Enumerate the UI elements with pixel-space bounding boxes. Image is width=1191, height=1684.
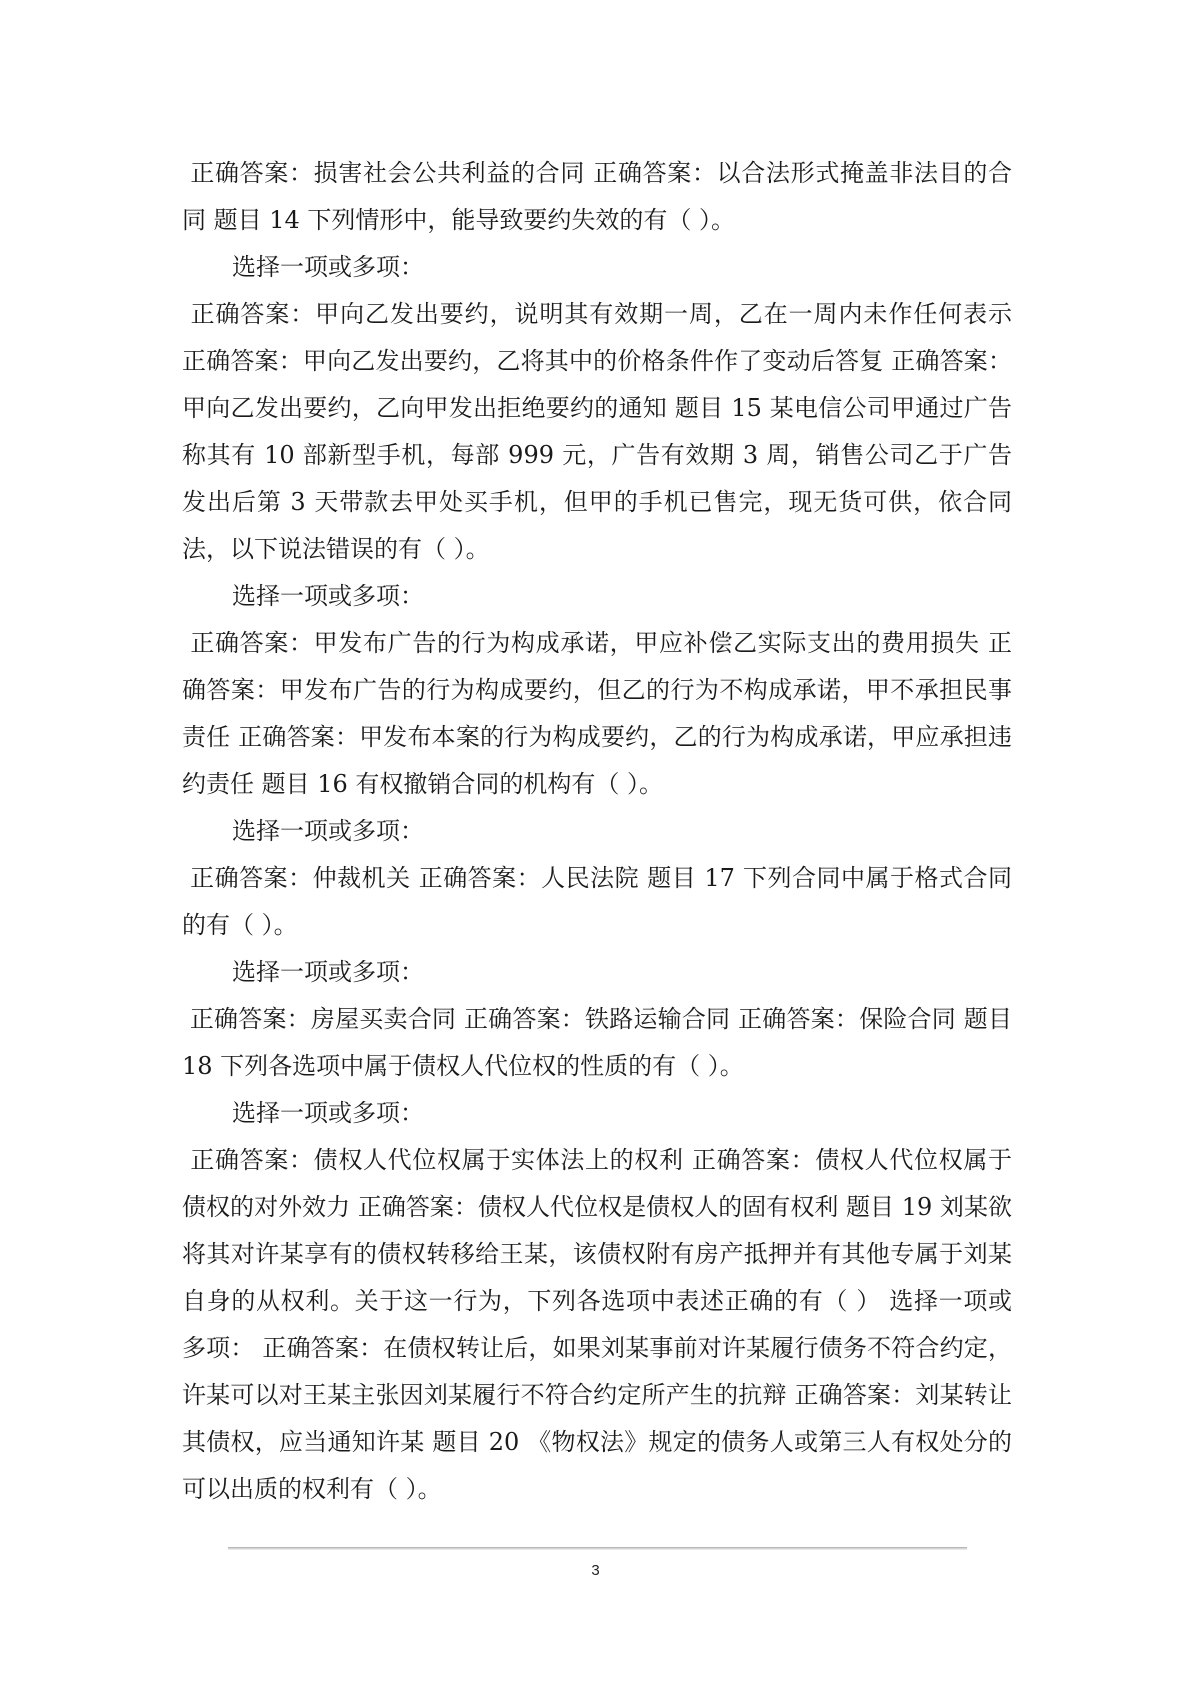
selection-prompt: 选择一项或多项： [232, 1099, 424, 1127]
page-number: 3 [591, 1562, 600, 1579]
selection-prompt: 选择一项或多项： [232, 817, 424, 845]
answer-paragraph: 正确答案：仲裁机关 正确答案：人民法院 题目 17 下列合同中属于格式合同的有（ ）。 [182, 864, 1012, 939]
answer-paragraph: 正确答案：房屋买卖合同 正确答案：铁路运输合同 正确答案：保险合同 题目 18 下列各选项中属于债权人代位权的性质的有（ ）。 [182, 1005, 1020, 1080]
footer-divider [228, 1547, 967, 1548]
answer-paragraph: 正确答案：甲发布广告的行为构成承诺，甲应补偿乙实际支出的费用损失 正确答案：甲发布广告的行为构成要约，但乙的行为不构成承诺，甲不承担民事责任 正确答案：甲发布本案的行为构成要约，乙的行为构成承诺，甲应承担违约责任 题目 16 有权撤销合同的机构有（ ）。 [182, 629, 1012, 798]
selection-prompt: 选择一项或多项： [232, 958, 424, 986]
selection-prompt: 选择一项或多项： [232, 253, 424, 281]
document-body [182, 150, 1020, 1513]
answer-paragraph: 正确答案：债权人代位权属于实体法上的权利 正确答案：债权人代位权属于债权的对外效力 正确答案：债权人代位权是债权人的固有权利 题目 19 刘某欲将其对许某享有的债权转移给王某，该债权附有房产抵押并有其他专属于刘某自身的从权利。关于这一行为，下列各选项中表述正确的有（ ） 选择一项或多项： 正确答案：在债权转让后，如果刘某事前对许某履行债务不符合约定，许某可以对王某主张因刘某履行不符合约定所产生的抗辩 正确答案：刘某转让其债权，应当通知许某 题目 20 《物权法》规定的债务人或第三人有权处分的可以出质的权利有（ ）。 [182, 1146, 1012, 1503]
answer-paragraph: 正确答案：甲向乙发出要约，说明其有效期一周，乙在一周内未作任何表示 正确答案：甲向乙发出要约，乙将其中的价格条件作了变动后答复 正确答案：甲向乙发出要约，乙向甲发出拒绝要约的通知 题目 15 某电信公司甲通过广告称其有 10 部新型手机，每部 999 元，广告有效期 3 周，销售公司乙于广告发出后第 3 天带款去甲处买手机，但甲的手机已售完，现无货可供，依合同法，以下说法错误的有（ ）。 [182, 300, 1020, 563]
answer-paragraph: 正确答案：损害社会公共利益的合同 正确答案：以合法形式掩盖非法目的合同 题目 14 下列情形中，能导致要约失效的有（ ）。 [182, 159, 1012, 234]
selection-prompt: 选择一项或多项： [232, 582, 424, 610]
